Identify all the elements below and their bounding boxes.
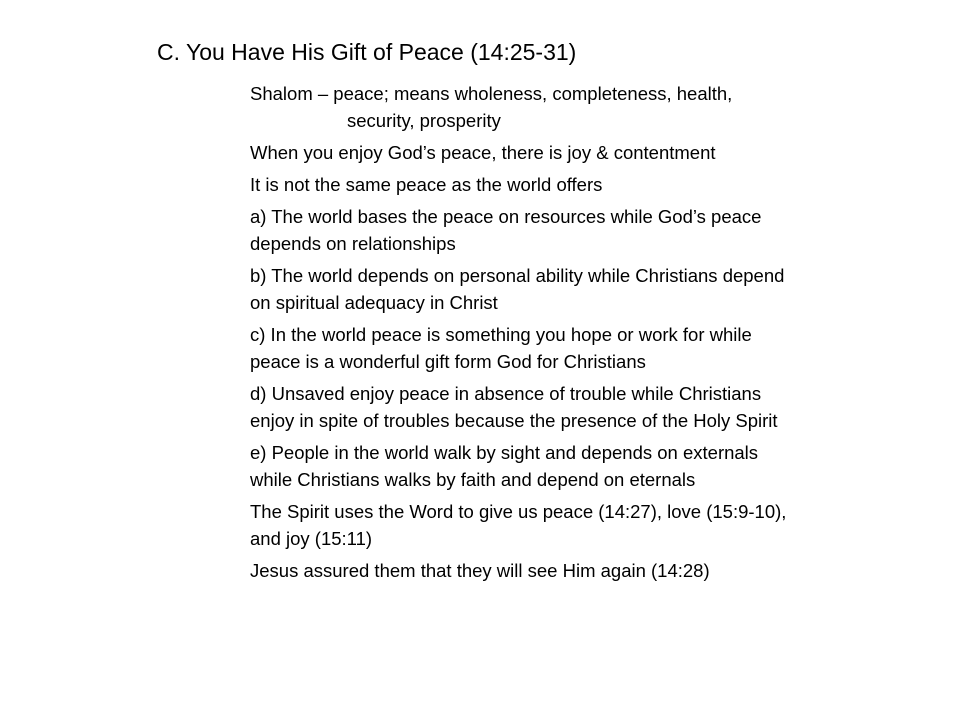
paragraph-e <box>250 439 930 493</box>
paragraph-c <box>250 321 930 375</box>
text-line: c) In the world peace is something you hope or work for while <box>250 324 752 345</box>
paragraph-shalom <box>250 80 930 134</box>
text-line: security, prosperity <box>347 110 501 131</box>
paragraph-see-him-again <box>250 557 930 584</box>
text-line: Jesus assured them that they will see Him again (14:28) <box>250 560 710 581</box>
text-line: e) People in the world walk by sight and depends on externals <box>250 442 759 463</box>
text-line: a) The world bases the peace on resources while God’s peace <box>250 206 762 227</box>
text-line: while Christians walks by faith and depend on eternals <box>250 469 696 490</box>
paragraph-spirit-word <box>250 498 930 552</box>
text-line: d) Unsaved enjoy peace in absence of trouble while Christians <box>250 383 762 404</box>
text-line: Shalom – peace; means wholeness, completeness, health, <box>250 83 733 104</box>
text-line: The Spirit uses the Word to give us peace (14:27), love (15:9-10), <box>250 501 787 522</box>
text-line: peace is a wonderful gift form God for Christians <box>250 351 646 372</box>
paragraph-joy <box>250 139 930 166</box>
text-line: enjoy in spite of troubles because the presence of the Holy Spirit <box>250 410 778 431</box>
text-line: and joy (15:11) <box>250 528 373 549</box>
slide-body <box>250 80 930 589</box>
text-line: It is not the same peace as the world offers <box>250 174 603 195</box>
text-line: on spiritual adequacy in Christ <box>250 292 498 313</box>
paragraph-b <box>250 262 930 316</box>
text-line: b) The world depends on personal ability while Christians depend <box>250 265 785 286</box>
paragraph-a <box>250 203 930 257</box>
paragraph-d <box>250 380 930 434</box>
text-line: depends on relationships <box>250 233 456 254</box>
text-line: When you enjoy God’s peace, there is joy & contentment <box>250 142 716 163</box>
slide-title: C. You Have His Gift of Peace (14:25-31) <box>157 39 577 65</box>
paragraph-not-same-peace <box>250 171 930 198</box>
